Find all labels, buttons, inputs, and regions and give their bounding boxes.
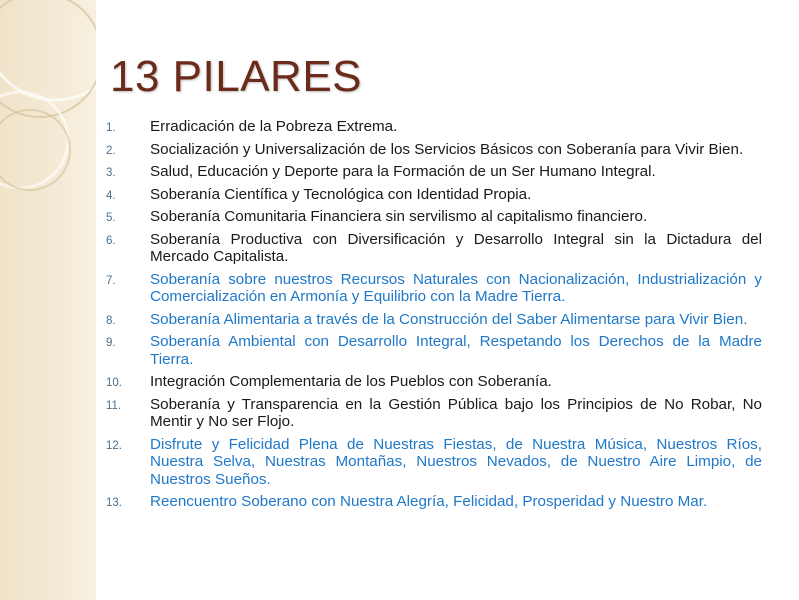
list-item-number: 9. bbox=[106, 337, 116, 349]
list-item-text: Soberanía Productiva con Diversificación y Desarrollo Integral sin la Dictadura del Mercado Capitalista. bbox=[150, 230, 762, 265]
list-item-number: 7. bbox=[106, 274, 116, 287]
list-item bbox=[102, 186, 762, 204]
list-item-number: 8. bbox=[106, 314, 116, 327]
list-item bbox=[102, 436, 762, 489]
list-item-text: Soberanía Ambiental con Desarrollo Integral, Respetando los Derechos de la Madre Tierra. bbox=[150, 333, 762, 368]
list-item-number: 11. bbox=[106, 399, 122, 412]
decorative-rings-graphic bbox=[0, 0, 96, 600]
list-item bbox=[102, 373, 762, 391]
list-item-text: Disfrute y Felicidad Plena de Nuestras Fiestas, de Nuestra Música, Nuestros Ríos, Nuestra Selva, Nuestras Montañas, Nuestros Nevados, de Nuestro Aire Limpio, de Nuestros Sueños. bbox=[150, 435, 762, 488]
list-item-number: 2. bbox=[106, 144, 116, 157]
list-item-number: 5. bbox=[106, 212, 116, 224]
decorative-sidebar bbox=[0, 0, 96, 600]
list-item-text: Socialización y Universalización de los Servicios Básicos con Soberanía para Vivir Bien. bbox=[150, 140, 744, 158]
list-item-text: Integración Complementaria de los Pueblos con Soberanía. bbox=[150, 373, 552, 390]
pillar-list bbox=[102, 118, 762, 516]
list-item-text: Soberanía Comunitaria Financiera sin servilismo al capitalismo financiero. bbox=[150, 208, 648, 225]
list-item bbox=[102, 208, 762, 226]
list-item bbox=[102, 311, 762, 329]
list-item-number: 12. bbox=[106, 439, 122, 452]
list-item bbox=[102, 163, 762, 181]
list-item bbox=[102, 333, 762, 368]
list-item-number: 3. bbox=[106, 167, 116, 179]
list-item bbox=[102, 271, 762, 306]
list-item-number: 6. bbox=[106, 234, 116, 247]
list-item-number: 4. bbox=[106, 189, 116, 202]
list-item-text: Reencuentro Soberano con Nuestra Alegría, Felicidad, Prosperidad y Nuestro Mar. bbox=[150, 493, 708, 510]
list-item-text: Salud, Educación y Deporte para la Formación de un Ser Humano Integral. bbox=[150, 163, 656, 180]
list-item-text: Soberanía Científica y Tecnológica con Identidad Propia. bbox=[150, 185, 532, 203]
list-item bbox=[102, 118, 762, 136]
list-item-text: Soberanía Alimentaria a través de la Construcción del Saber Alimentarse para Vivir Bien. bbox=[150, 310, 748, 328]
list-item-text: Erradicación de la Pobreza Extrema. bbox=[150, 118, 398, 135]
list-item-number: 1. bbox=[106, 122, 116, 134]
list-item-number: 10. bbox=[106, 377, 122, 389]
list-item-text: Soberanía y Transparencia en la Gestión Pública bajo los Principios de No Robar, No Mentir y No ser Flojo. bbox=[150, 395, 762, 430]
list-item bbox=[102, 231, 762, 266]
list-item bbox=[102, 493, 762, 511]
list-item bbox=[102, 141, 762, 159]
list-item-number: 13. bbox=[106, 497, 122, 509]
list-item bbox=[102, 396, 762, 431]
list-item-text: Soberanía sobre nuestros Recursos Naturales con Nacionalización, Industrialización y Comercialización en Armonía y Equilibrio con la Madre Tierra. bbox=[150, 270, 762, 305]
slide-title: 13 PILARES bbox=[110, 52, 363, 101]
